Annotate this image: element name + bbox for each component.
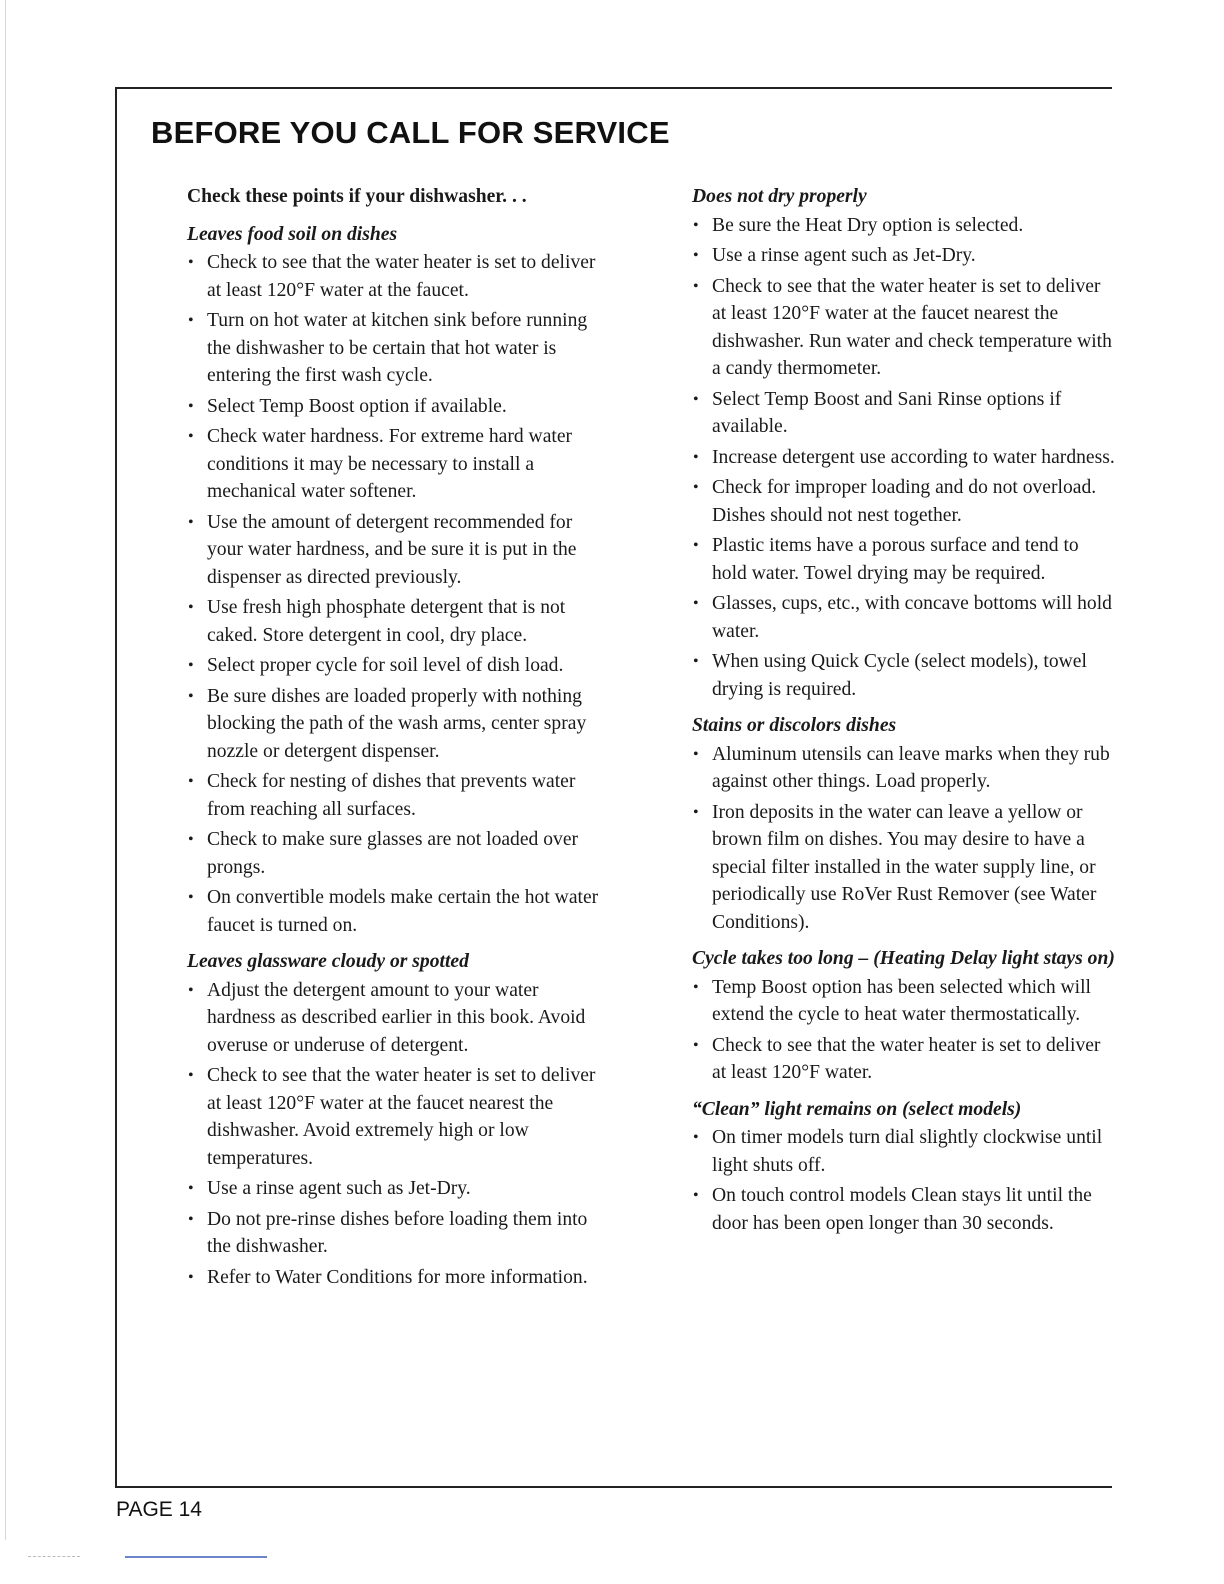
list-item-text: Iron deposits in the water can leave a yellow or brown film on dishes. You may desire to have a special filter installed in the water supply line, or periodically use RoVer Rust Remover (see Water Conditions). xyxy=(712,801,1097,933)
bullet-list xyxy=(692,212,1117,704)
bullet-icon: • xyxy=(693,803,699,821)
bullet-list xyxy=(187,977,612,1292)
bullet-icon: • xyxy=(188,657,194,674)
bullet-icon: • xyxy=(693,390,699,408)
list-item-text: Turn on hot water at kitchen sink before running the dishwasher to be certain that hot water is entering the first wash cycle. xyxy=(207,310,588,386)
bullet-icon: • xyxy=(188,312,194,329)
section-clean-light-remains-on-select-models xyxy=(692,1096,1117,1238)
list-item-text: Use a rinse agent such as Jet-Dry. xyxy=(207,1178,471,1199)
bullet-icon: • xyxy=(188,773,194,790)
bullet-icon: • xyxy=(188,981,194,999)
list-item-text: Be sure dishes are loaded properly with nothing blocking the path of the wash arms, center spray nozzle or detergent dispenser. xyxy=(207,685,587,762)
list-item xyxy=(187,884,612,939)
list-item xyxy=(187,393,612,421)
list-item-text: Select proper cycle for soil level of dish load. xyxy=(207,655,564,676)
list-item xyxy=(692,1032,1117,1087)
bullet-icon: • xyxy=(693,595,699,612)
bottom-accent-line xyxy=(125,1556,267,1558)
bullet-icon: • xyxy=(188,599,194,616)
section-heading: Leaves food soil on dishes xyxy=(187,223,398,245)
section-heading: Cycle takes too long – (Heating Delay light stays on) xyxy=(692,948,1115,969)
bullet-list xyxy=(692,974,1117,1087)
bullet-icon: • xyxy=(188,831,194,848)
section-does-not-dry-properly xyxy=(692,183,1117,703)
list-item-text: Temp Boost option has been selected which will extend the cycle to heat water thermostatically. xyxy=(712,976,1091,1025)
bullet-icon: • xyxy=(188,1268,194,1286)
left-sections xyxy=(187,221,612,1292)
list-item-text: When using Quick Cycle (select models), towel drying is required. xyxy=(712,651,1087,700)
bullet-icon: • xyxy=(693,537,699,554)
list-item xyxy=(187,1062,612,1172)
list-item xyxy=(187,509,612,592)
left-column xyxy=(187,183,612,1300)
list-item xyxy=(692,799,1117,937)
bullet-icon: • xyxy=(188,1067,194,1084)
bullet-icon: • xyxy=(188,397,194,415)
list-item xyxy=(692,1124,1117,1179)
list-item-text: Plastic items have a porous surface and tend to hold water. Towel drying may be required. xyxy=(712,535,1079,584)
list-item xyxy=(692,1182,1117,1237)
bullet-icon: • xyxy=(693,653,699,670)
list-item-text: Check to see that the water heater is set to deliver at least 120°F water at the faucet nearest the dishwasher. Avoid extremely high or low temperatures. xyxy=(207,1065,596,1169)
bullet-icon: • xyxy=(693,448,699,466)
list-item xyxy=(692,212,1117,240)
list-item xyxy=(187,826,612,881)
section-cycle-takes-too-long-heating-delay-light-stays-on xyxy=(692,945,1117,1087)
list-item xyxy=(692,590,1117,645)
list-item-text: Increase detergent use according to water hardness. xyxy=(712,446,1115,468)
page-number: PAGE 14 xyxy=(116,1498,202,1521)
list-item xyxy=(692,444,1117,472)
list-item xyxy=(692,974,1117,1029)
list-item xyxy=(692,648,1117,703)
bullet-icon: • xyxy=(693,1187,699,1204)
bullet-list xyxy=(187,249,612,939)
bullet-icon: • xyxy=(693,479,699,496)
bullet-icon: • xyxy=(188,687,194,705)
list-item-text: Glasses, cups, etc., with concave bottoms will hold water. xyxy=(712,593,1112,642)
list-item xyxy=(187,1264,612,1292)
list-item-text: Select Temp Boost option if available. xyxy=(207,395,507,417)
list-item xyxy=(692,386,1117,441)
page-title: BEFORE YOU CALL FOR SERVICE xyxy=(151,115,670,150)
list-item xyxy=(187,423,612,506)
list-item-text: Use a rinse agent such as Jet-Dry. xyxy=(712,245,976,266)
bullet-icon: • xyxy=(693,978,699,996)
left-rule xyxy=(115,87,117,1487)
list-item-text: Be sure the Heat Dry option is selected. xyxy=(712,214,1024,236)
bottom-rule xyxy=(115,1486,1112,1488)
list-item xyxy=(692,242,1117,270)
top-rule xyxy=(115,87,1112,89)
section-leaves-glassware-cloudy-or-spotted xyxy=(187,948,612,1291)
bullet-icon: • xyxy=(188,1180,194,1197)
list-item-text: Use the amount of detergent recommended for your water hardness, and be sure it is put in the dispenser as directed previously. xyxy=(207,511,577,588)
list-item-text: On touch control models Clean stays lit until the door has been open longer than 30 seconds. xyxy=(712,1185,1092,1234)
list-item xyxy=(187,307,612,390)
list-item xyxy=(187,977,612,1060)
scan-edge-line xyxy=(5,0,6,1540)
list-item-text: Check water hardness. For extreme hard water conditions it may be necessary to install a mechanical water softener. xyxy=(207,426,573,502)
list-item-text: Use fresh high phosphate detergent that is not caked. Store detergent in cool, dry place. xyxy=(207,597,566,646)
list-item xyxy=(187,768,612,823)
list-item xyxy=(187,652,612,680)
bullet-icon: • xyxy=(188,513,194,531)
bullet-icon: • xyxy=(693,1129,699,1146)
bullet-icon: • xyxy=(693,247,699,264)
list-item-text: Check for nesting of dishes that prevents water from reaching all surfaces. xyxy=(207,771,576,820)
list-item-text: Check to see that the water heater is set to deliver at least 120°F water at the faucet. xyxy=(207,252,596,301)
list-item xyxy=(692,741,1117,796)
list-item xyxy=(692,474,1117,529)
list-item-text: Aluminum utensils can leave marks when they rub against other things. Load properly. xyxy=(712,743,1110,792)
bullet-list xyxy=(692,741,1117,937)
bullet-list xyxy=(692,1124,1117,1237)
bullet-icon: • xyxy=(188,428,194,445)
list-item xyxy=(187,1175,612,1203)
bullet-icon: • xyxy=(693,216,699,234)
bottom-dash-line xyxy=(28,1556,80,1557)
bullet-icon: • xyxy=(693,745,699,763)
bullet-icon: • xyxy=(693,277,699,295)
right-column xyxy=(692,183,1117,1246)
list-item xyxy=(692,532,1117,587)
bullet-icon: • xyxy=(188,1210,194,1228)
list-item-text: Check to see that the water heater is set to deliver at least 120°F water. xyxy=(712,1034,1101,1083)
section-heading: “Clean” light remains on (select models) xyxy=(692,1098,1022,1120)
list-item-text: Do not pre-rinse dishes before loading them into the dishwasher. xyxy=(207,1208,588,1257)
section-stains-or-discolors-dishes xyxy=(692,712,1117,936)
bullet-icon: • xyxy=(188,889,194,906)
list-item-text: Check to see that the water heater is set to deliver at least 120°F water at the faucet nearest the dishwasher. Run water and check temperature with a candy thermometer. xyxy=(712,275,1112,379)
list-item xyxy=(692,273,1117,383)
list-item xyxy=(187,594,612,649)
list-item xyxy=(187,683,612,766)
section-leaves-food-soil-on-dishes xyxy=(187,221,612,940)
list-item-text: On timer models turn dial slightly clockwise until light shuts off. xyxy=(712,1127,1103,1176)
list-item-text: Refer to Water Conditions for more information. xyxy=(207,1266,588,1288)
intro-text: Check these points if your dishwasher. . . xyxy=(187,186,527,207)
list-item-text: On convertible models make certain the hot water faucet is turned on. xyxy=(207,887,599,936)
section-heading: Stains or discolors dishes xyxy=(692,715,897,736)
section-heading: Leaves glassware cloudy or spotted xyxy=(187,951,469,972)
list-item xyxy=(187,1206,612,1261)
section-heading: Does not dry properly xyxy=(692,186,867,207)
bullet-icon: • xyxy=(188,254,194,271)
list-item-text: Check for improper loading and do not overload. Dishes should not nest together. xyxy=(712,477,1097,526)
list-item-text: Adjust the detergent amount to your water hardness as described earlier in this book. Avoid overuse or underuse of detergent. xyxy=(207,979,586,1056)
list-item-text: Check to make sure glasses are not loaded over prongs. xyxy=(207,829,579,878)
list-item xyxy=(187,249,612,304)
bullet-icon: • xyxy=(693,1036,699,1054)
list-item-text: Select Temp Boost and Sani Rinse options if available. xyxy=(712,388,1062,437)
right-sections xyxy=(692,183,1117,1237)
